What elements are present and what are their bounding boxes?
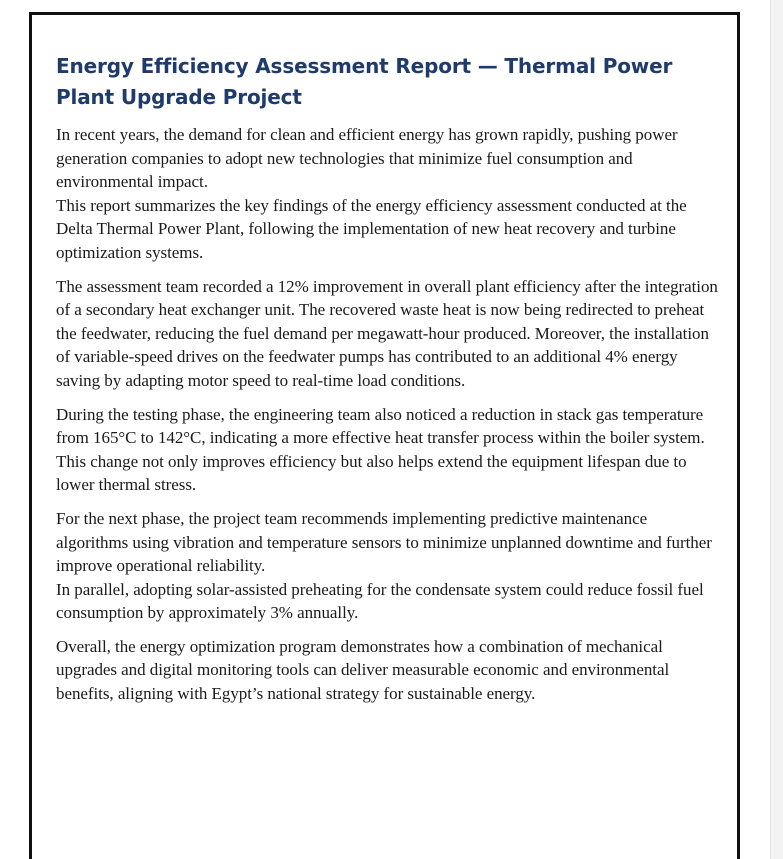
paragraph-conclusion — [56, 635, 718, 706]
document-title: Energy Efficiency Assessment Report — Thermal Power Plant Upgrade Project — [56, 54, 673, 109]
paragraph-line: The assessment team recorded a 12% improvement in overall plant efficiency after the integration of a secondary heat exchanger unit. The recovered waste heat is now being redirected to preheat the feedwater, reducing the fuel demand per megawatt-hour produced. Moreover, the installation of variable-speed drives on the feedwater pumps has contributed to an additional 4% energy saving by adapting motor speed to real-time load conditions. — [56, 276, 718, 390]
paragraph-line: For the next phase, the project team recommends implementing predictive maintenance algorithms using vibration and temperature sensors to minimize unplanned downtime and further improve operational reliability. — [56, 508, 712, 576]
paragraph-line: During the testing phase, the engineering team also noticed a reduction in stack gas temperature from 165°C to 142°C, indicating a more effective heat transfer process within the boiler system. This change not only improves efficiency but also helps extend the equipment lifespan due to lower thermal stress. — [56, 404, 705, 495]
paragraph-line: In recent years, the demand for clean and efficient energy has grown rapidly, pushing power generation companies to adopt new technologies that minimize fuel consumption and environmental impact. — [56, 125, 678, 192]
paragraph-efficiency-results — [56, 275, 718, 393]
paragraph-line: Overall, the energy optimization program demonstrates how a combination of mechanical upgrades and digital monitoring tools can deliver measurable economic and environmental benefits, aligning with Egypt’s national strategy for sustainable energy. — [56, 636, 670, 704]
paragraph-line: In parallel, adopting solar-assisted preheating for the condensate system could reduce fossil fuel consumption by approximately 3% annually. — [56, 579, 704, 623]
paragraph-testing-phase — [56, 403, 718, 497]
paragraph-intro — [56, 123, 718, 265]
paragraph-line: This report summarizes the key findings of the energy efficiency assessment conducted at the Delta Thermal Power Plant, following the implementation of new heat recovery and turbine optimization systems. — [56, 195, 687, 262]
document-page — [29, 12, 740, 859]
right-scroll-strip[interactable] — [770, 0, 783, 859]
paragraph-next-phase — [56, 507, 718, 625]
document-content — [56, 51, 718, 716]
